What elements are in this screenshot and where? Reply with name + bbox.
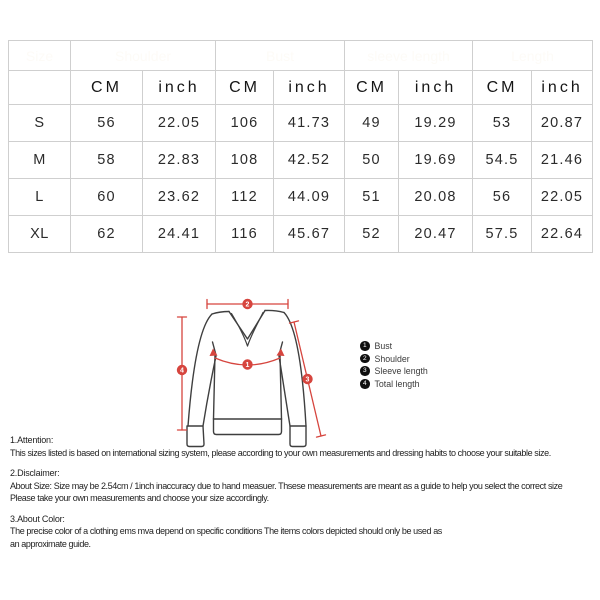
cell-value: 54.5 xyxy=(473,142,532,179)
col-header-sleeve-length: sleeve length xyxy=(345,41,473,71)
cell-value: 22.83 xyxy=(143,142,216,179)
unit-header: CM xyxy=(71,71,143,105)
cell-value: 51 xyxy=(345,179,399,216)
legend-label: Shoulder xyxy=(374,353,410,364)
bust-arrowheads xyxy=(210,349,285,357)
cell-value: 49 xyxy=(345,105,399,142)
col-header-size: Size xyxy=(9,41,71,71)
cell-value: 50 xyxy=(345,142,399,179)
legend-number-1-icon: 1 xyxy=(360,341,370,351)
size-label: M xyxy=(9,142,71,179)
notes-attention xyxy=(10,434,598,459)
cell-value: 24.41 xyxy=(143,216,216,253)
unit-header-empty xyxy=(9,71,71,105)
shoulder-marker xyxy=(242,299,252,309)
cell-value: 45.67 xyxy=(274,216,345,253)
col-header-shoulder: Shoulder xyxy=(71,41,216,71)
legend-item-bust xyxy=(360,341,428,351)
cell-value: 42.52 xyxy=(274,142,345,179)
cell-value: 23.62 xyxy=(143,179,216,216)
measurement-legend xyxy=(360,341,428,391)
size-label: S xyxy=(9,105,71,142)
about-color-text-line2: an approximate guide. xyxy=(10,538,91,549)
unit-header: inch xyxy=(143,71,216,105)
table-row-m xyxy=(9,142,593,179)
table-row-s xyxy=(9,105,593,142)
size-label: L xyxy=(9,179,71,216)
attention-heading: 1.Attention: xyxy=(10,435,54,445)
cell-value: 60 xyxy=(71,179,143,216)
cell-value: 44.09 xyxy=(274,179,345,216)
cell-value: 22.05 xyxy=(143,105,216,142)
table-unit-header-row xyxy=(9,71,593,105)
total-length-marker xyxy=(177,365,187,375)
unit-header: CM xyxy=(473,71,532,105)
unit-header: inch xyxy=(274,71,345,105)
svg-text:4: 4 xyxy=(180,367,184,375)
legend-item-total-length xyxy=(360,379,428,389)
unit-header: CM xyxy=(345,71,399,105)
legend-item-sleeve-length xyxy=(360,366,428,376)
cell-value: 108 xyxy=(216,142,274,179)
unit-header: inch xyxy=(399,71,473,105)
col-header-bust: Bust xyxy=(216,41,345,71)
disclaimer-text-line2: Please take your own measurements and choose your size accordingly. xyxy=(10,493,269,503)
disclaimer-text-line1: About Size: Size may be 2.54cm / 1inch inaccuracy due to hand measuer. Thsese measurements are meant as a guide to help you select the correct size xyxy=(10,480,563,491)
cell-value: 22.05 xyxy=(532,179,593,216)
cell-value: 106 xyxy=(216,105,274,142)
cell-value: 116 xyxy=(216,216,274,253)
cell-value: 22.64 xyxy=(532,216,593,253)
cell-value: 58 xyxy=(71,142,143,179)
cell-value: 41.73 xyxy=(274,105,345,142)
table-row-l xyxy=(9,179,593,216)
table-group-header-row xyxy=(9,41,593,71)
legend-label: Sleeve length xyxy=(374,366,428,377)
sleeve-length-marker xyxy=(302,374,312,384)
notes-section xyxy=(10,434,598,558)
table-row-xl xyxy=(9,216,593,253)
cell-value: 20.47 xyxy=(399,216,473,253)
notes-about-color xyxy=(10,513,598,551)
about-color-text-line1: The precise color of a clothing ems mva depend on specific conditions The items colors depicted should only be used as xyxy=(10,526,442,536)
legend-number-2-icon: 2 xyxy=(360,354,370,364)
cell-value: 112 xyxy=(216,179,274,216)
legend-number-4-icon: 4 xyxy=(360,379,370,389)
about-color-heading: 3.About Color: xyxy=(10,513,65,524)
cell-value: 56 xyxy=(473,179,532,216)
svg-text:2: 2 xyxy=(245,301,250,309)
legend-label: Total length xyxy=(374,378,420,389)
cell-value: 20.87 xyxy=(532,105,593,142)
attention-text: This sizes listed is based on international sizing system, please according to your own measurements and dressing habits to choose your suitable size. xyxy=(10,447,551,458)
legend-label: Bust xyxy=(374,341,393,351)
size-chart-table xyxy=(8,40,593,253)
cell-value: 19.69 xyxy=(399,142,473,179)
cell-value: 19.29 xyxy=(399,105,473,142)
notes-disclaimer xyxy=(10,467,598,505)
cell-value: 52 xyxy=(345,216,399,253)
cell-value: 57.5 xyxy=(473,216,532,253)
bust-marker xyxy=(242,359,252,369)
unit-header: inch xyxy=(532,71,593,105)
legend-item-shoulder xyxy=(360,354,428,364)
sweater-outline-icon xyxy=(187,310,306,446)
cell-value: 21.46 xyxy=(532,142,593,179)
size-label: XL xyxy=(9,216,71,253)
svg-text:1: 1 xyxy=(245,362,250,370)
cell-value: 20.08 xyxy=(399,179,473,216)
unit-header: CM xyxy=(216,71,274,105)
cell-value: 53 xyxy=(473,105,532,142)
sweater-measurement-diagram xyxy=(163,283,363,458)
measurement-lines xyxy=(178,300,326,438)
cell-value: 62 xyxy=(71,216,143,253)
disclaimer-heading: 2.Disclaimer: xyxy=(10,468,60,478)
legend-number-3-icon: 3 xyxy=(360,366,370,376)
cell-value: 56 xyxy=(71,105,143,142)
svg-text:3: 3 xyxy=(305,376,310,384)
col-header-length: Length xyxy=(473,41,593,71)
